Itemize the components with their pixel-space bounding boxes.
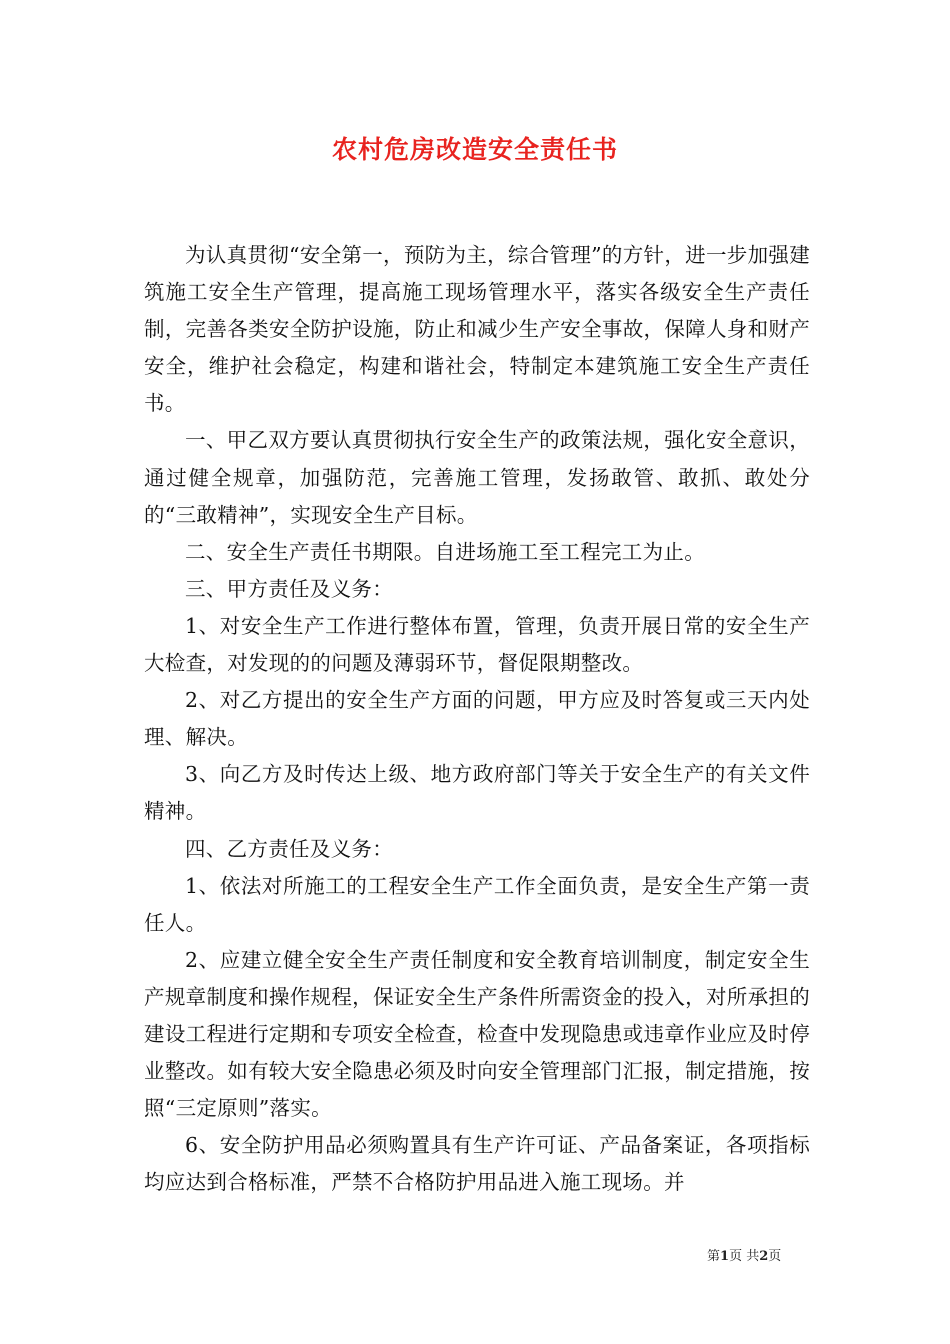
footer-middle: 页 共 [729, 1249, 760, 1264]
page-number-footer [707, 1245, 781, 1264]
paragraph-party-b-item-6: 6、安全防护用品必须购置具有生产许可证、产品备案证，各项指标均应达到合格标准，严禁不合格防护用品进入施工现场。并 [144, 1133, 810, 1195]
paragraph-party-b-item-1: 1、依法对所施工的工程安全生产工作全面负责，是安全生产第一责任人。 [144, 873, 810, 935]
footer-suffix: 页 [768, 1249, 782, 1264]
total-pages-number: 2 [759, 1249, 769, 1264]
paragraph-party-b-item-2: 2、应建立健全安全生产责任制度和安全教育培训制度，制定安全生产规章制度和操作规程，保证安全生产条件所需资金的投入，对所承担的建设工程进行定期和专项安全检查，检查中发现隐患或违章作业应及时停业整改。如有较大安全隐患必须及时向安全管理部门汇报，制定措施，按照“三定原则”落实。 [144, 947, 810, 1121]
document-title: 农村危房改造安全责任书 [331, 135, 618, 164]
heading-party-a-duties: 三、甲方责任及义务： [185, 576, 393, 601]
paragraph-intro: 为认真贯彻“安全第一，预防为主，综合管理”的方针，进一步加强建筑施工安全生产管理，提高施工现场管理水平，落实各级安全生产责任制，完善各类安全防护设施，防止和减少生产安全事故，保障人身和财产安全，维护社会稳定，构建和谐社会，特制定本建筑施工安全生产责任书。 [144, 243, 810, 416]
current-page-number: 1 [720, 1249, 730, 1264]
document-body [144, 237, 810, 1201]
paragraph-party-a-item-1: 1、对安全生产工作进行整体布置，管理，负责开展日常的安全生产大检查，对发现的的问题及薄弱环节，督促限期整改。 [144, 613, 810, 676]
footer-prefix: 第 [707, 1249, 721, 1264]
paragraph-clause-2: 二、安全生产责任书期限。自进场施工至工程完工为止。 [185, 539, 705, 564]
paragraph-party-a-item-2: 2、对乙方提出的安全生产方面的问题，甲方应及时答复或三天内处理、解决。 [144, 688, 810, 750]
heading-party-b-duties: 四、乙方责任及义务： [185, 836, 393, 861]
paragraph-clause-1: 一、甲乙双方要认真贯彻执行安全生产的政策法规，强化安全意识，通过健全规章，加强防范，完善施工管理，发扬敢管、敢抓、敢处分的“三敢精神”，实现安全生产目标。 [144, 428, 810, 527]
paragraph-party-a-item-3: 3、向乙方及时传达上级、地方政府部门等关于安全生产的有关文件精神。 [144, 762, 810, 824]
